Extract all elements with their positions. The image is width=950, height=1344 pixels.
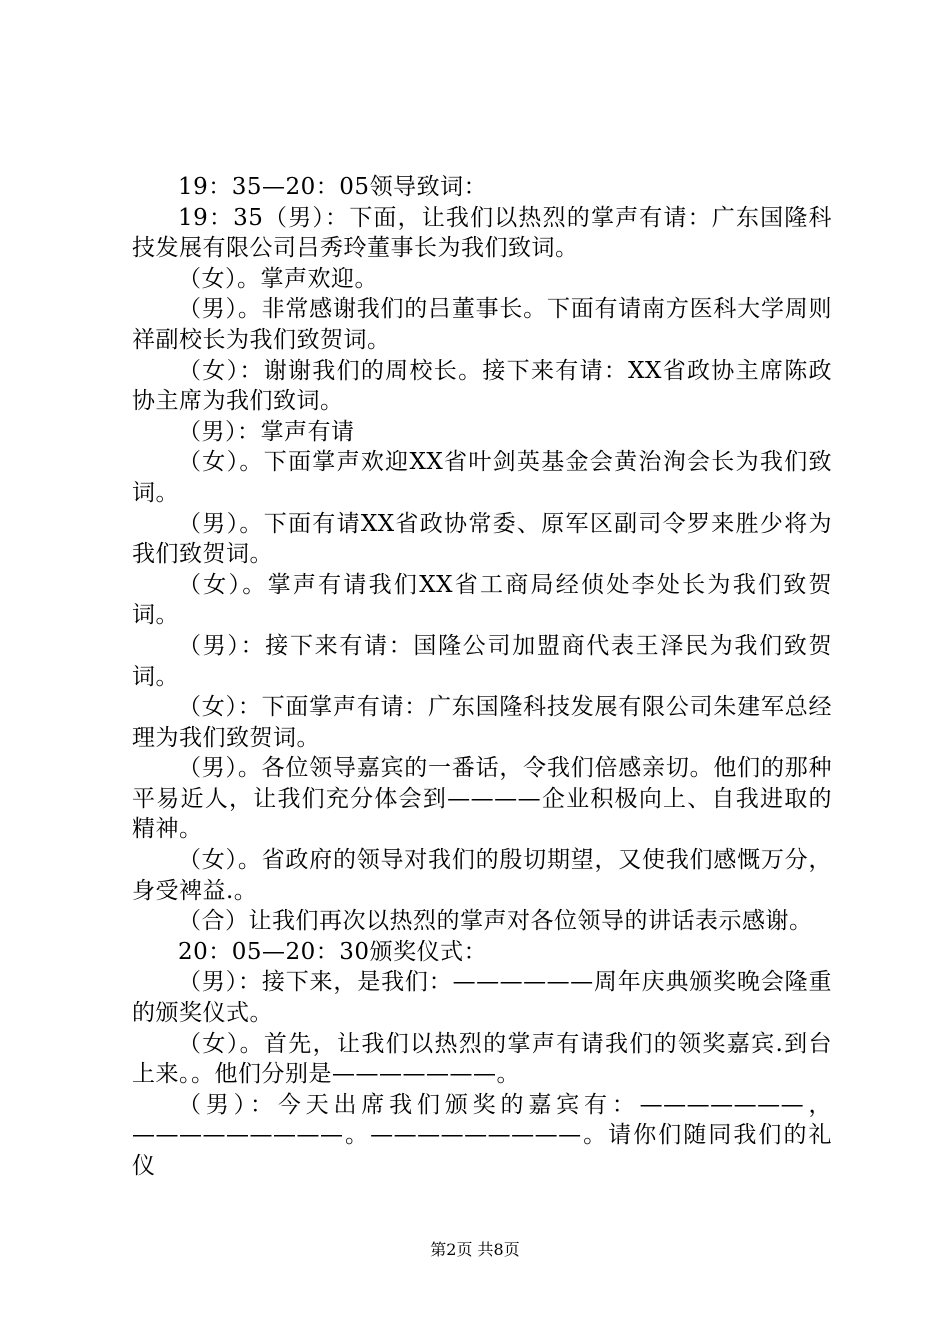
paragraph-18: （男）：今天出席我们颁奖的嘉宾有：———————，—————————。—————————。请你们随同我们的礼仪 — [132, 1091, 832, 1179]
paragraph-15: 20：05—20：30颁奖仪式： — [178, 938, 488, 965]
paragraph-13: （女）。省政府的领导对我们的殷切期望，又使我们感慨万分，身受裨益.。 — [132, 847, 832, 904]
paragraph-17: （女）。首先，让我们以热烈的掌声有请我们的领奖嘉宾.到台上来。。他们分别是———————。 — [132, 1030, 832, 1088]
paragraph-16: （男）：接下来，是我们：——————周年庆典颁奖晚会隆重的颁奖仪式。 — [132, 969, 832, 1027]
page-footer: 第2页 共8页 — [430, 1240, 520, 1259]
document-body — [132, 172, 832, 1182]
paragraph-1: 19：35—20：05领导致词： — [178, 174, 488, 200]
paragraph-4: （男）。非常感谢我们的吕董事长。下面有请南方医科大学周则祥副校长为我们致贺词。 — [132, 296, 832, 353]
paragraph-3: （女）。掌声欢迎。 — [178, 265, 378, 292]
paragraph-9: （女）。掌声有请我们XX省工商局经侦处李处长为我们致贺词。 — [132, 571, 832, 629]
paragraph-14: （合）让我们再次以热烈的掌声对各位领导的讲话表示感谢。 — [178, 908, 813, 935]
paragraph-7: （女）。下面掌声欢迎XX省叶剑英基金会黄治洵会长为我们致词。 — [132, 449, 832, 506]
paragraph-6: （男）：掌声有请 — [178, 418, 355, 445]
paragraph-10: （男）：接下来有请：国隆公司加盟商代表王泽民为我们致贺词。 — [132, 632, 832, 690]
paragraph-11: （女）：下面掌声有请：广东国隆科技发展有限公司朱建军总经理为我们致贺词。 — [132, 694, 832, 751]
paragraph-2: 19：35（男）：下面，让我们以热烈的掌声有请：广东国隆科技发展有限公司吕秀玲董事长为我们致词。 — [132, 204, 832, 262]
paragraph-5: （女）：谢谢我们的周校长。接下来有请：XX省政协主席陈政协主席为我们致词。 — [132, 357, 832, 415]
paragraph-12: （男）。各位领导嘉宾的一番话，令我们倍感亲切。他们的那种平易近人，让我们充分体会到————企业积极向上、自我进取的精神。 — [132, 755, 832, 843]
paragraph-8: （男）。下面有请XX省政协常委、原军区副司令罗来胜少将为我们致贺词。 — [132, 510, 832, 568]
